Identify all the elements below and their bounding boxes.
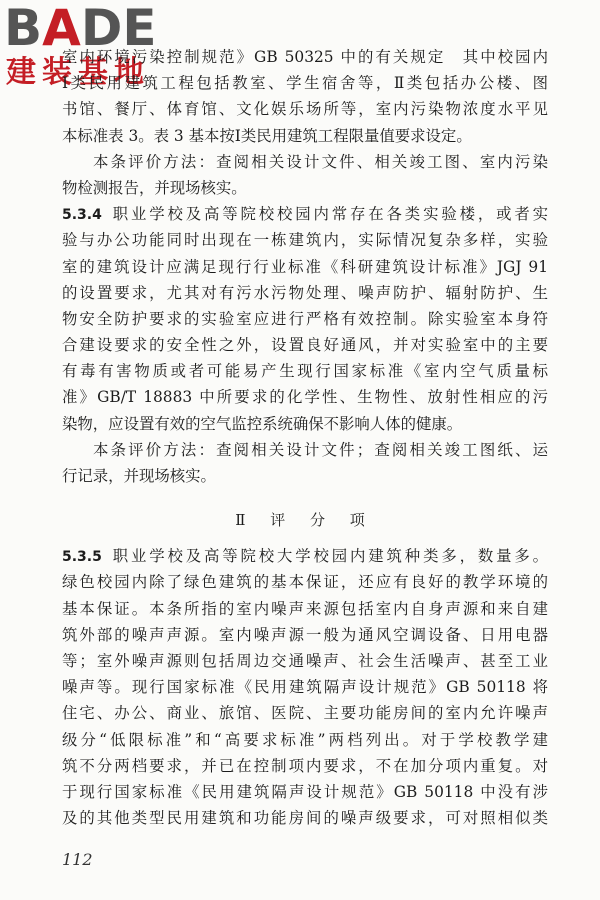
page-number: 112 [62,850,93,869]
text-line: 验与办公功能同时出现在一栋建筑内，实际情况复杂多样，实验 [62,231,548,250]
text-line: Ⅰ类民用建筑工程包括教室、学生宿舍等，Ⅱ类包括办公楼、图 [62,74,548,93]
text-line: 住宅、办公、商业、旅馆、医院、主要功能房间的室内允许噪声 [62,704,548,723]
text-line: 室的建筑设计应满足现行行业标准《科研建筑设计标准》JGJ 91 [62,257,548,276]
text-line: 噪声等。现行国家标准《民用建筑隔声设计规范》GB 50118 将 [62,678,548,697]
section-heading: Ⅱ 评 分 项 [235,511,375,530]
text-line: 筑外部的噪声声源。室内噪声源一般为通风空调设备、日用电器 [62,625,548,644]
text-line: 书馆、餐厅、体育馆、文化娱乐场所等，室内污染物浓度水平见 [62,100,548,119]
text-line: 物安全防护要求的实验室应进行严格有效控制。除实验室本身符 [62,309,548,328]
logo-wordmark: BADE [4,0,157,57]
text-line: 绿色校园内除了绿色建筑的基本保证，还应有良好的教学环境的 [62,573,548,592]
clause-number: 5.3.4 [62,207,102,224]
text-line: 于现行国家标准《民用建筑隔声设计规范》GB 50118 中没有涉 [62,782,548,801]
page-body [62,44,548,831]
text-line: 合建设要求的安全性之外，设置良好通风，并对实验室中的主要 [62,336,548,355]
clause-number: 5.3.5 [62,549,102,566]
text-line: 及的其他类型民用建筑和功能房间的噪声级要求，可对照相似类 [62,809,548,828]
text-line: 本标准表 3。表 3 基本按Ⅰ类民用建筑工程限量值要求设定。 [62,126,472,145]
logo-subtitle: 建装基地 [6,55,150,90]
text-line: 有毒有害物质或者可能易产生现行国家标准《室内空气质量标 [62,362,548,381]
text-line: 基本保证。本条所指的室内噪声来源包括室内自身声源和来自建 [62,599,548,618]
text-line: 等；室外噪声源则包括周边交通噪声、社会生活噪声、甚至工业 [62,651,548,670]
text-line: 物检测报告，并现场核实。 [62,178,247,197]
text-line: 行记录，并现场核实。 [62,467,216,485]
text-line: 室内环境污染控制规范》GB 50325 中的有关规定 其中校园内 [62,48,548,66]
text-line: 级分“低限标准”和“高要求标准”两档列出。对于学校教学建 [62,730,548,749]
text-line: 准》GB/T 18883 中所要求的化学性、生物性、放射性相应的污 [62,388,548,407]
text-line: 本条评价方法：查阅相关设计文件；查阅相关竣工图纸、运 [93,440,548,459]
text-line: 的设置要求，尤其对有污水污物处理、噪声防护、辐射防护、生 [62,283,548,302]
text-line: 染物，应设置有效的空气监控系统确保不影响人体的健康。 [62,414,463,433]
clause-5-3-4-first-line: 5.3.4 职业学校及高等院校校园内常存在各类实验楼，或者实 [62,205,548,224]
clause-5-3-5-first-line: 5.3.5 职业学校及高等院校大学校园内建筑种类多，数量多。 [62,547,548,566]
text-line: 筑不分两档要求，并已在控制项内要求，不在加分项内重复。对 [62,756,548,775]
text-line: 本条评价方法：查阅相关设计文件、相关竣工图、室内污染 [93,152,548,171]
